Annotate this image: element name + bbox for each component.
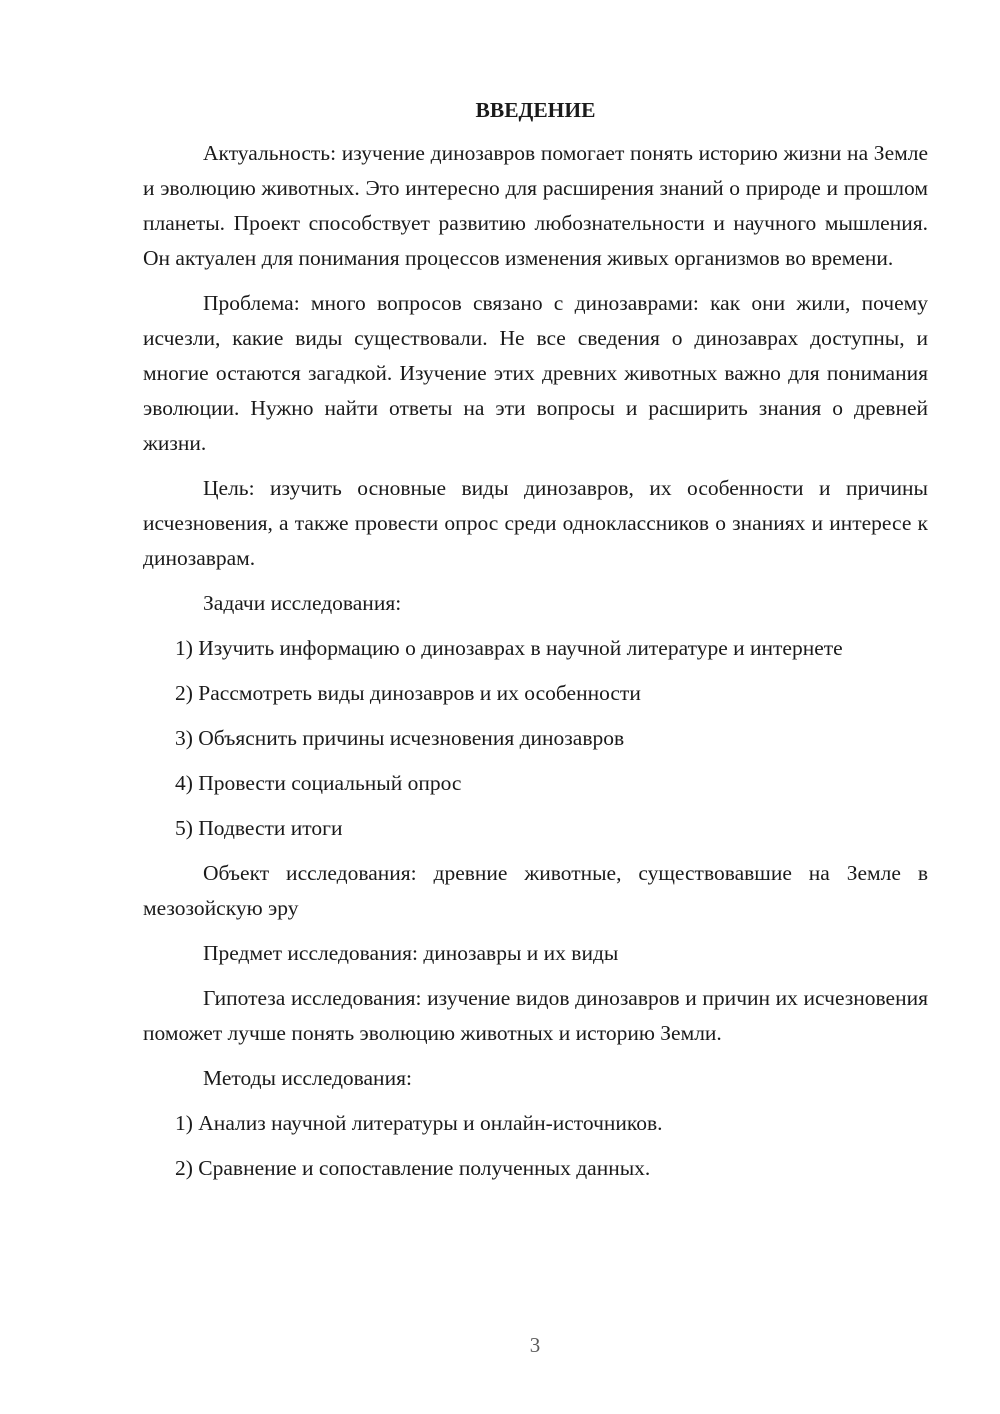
- method-item: 1) Анализ научной литературы и онлайн-источников.: [175, 1111, 663, 1135]
- task-item: 1) Изучить информацию о динозаврах в научной литературе и интернете: [175, 636, 843, 660]
- subject-paragraph: Предмет исследования: динозавры и их виды: [203, 941, 619, 965]
- problem-paragraph: Проблема: много вопросов связано с динозаврами: как они жили, почему исчезли, какие виды существовали. Не все сведения о динозаврах доступны, и многие остаются загадкой. Изучение этих древних животных важно для понимания эволюции. Нужно найти ответы на эти вопросы и расширить знания о древней жизни.: [143, 291, 928, 455]
- task-item: 4) Провести социальный опрос: [175, 771, 462, 795]
- tasks-heading: Задачи исследования:: [203, 591, 402, 615]
- relevance-paragraph: Актуальность: изучение динозавров помогает понять историю жизни на Земле и эволюцию животных. Это интересно для расширения знаний о природе и прошлом планеты. Проект способствует развитию любознательности и научного мышления. Он актуален для понимания процессов изменения живых организмов во времени.: [143, 141, 928, 270]
- method-item: 2) Сравнение и сопоставление полученных данных.: [175, 1156, 651, 1180]
- task-item: 2) Рассмотреть виды динозавров и их особенности: [175, 681, 641, 705]
- document-page: [143, 90, 928, 1196]
- object-paragraph: Объект исследования: древние животные, существовавшие на Земле в мезозойскую эру: [143, 861, 928, 920]
- page-number: 3: [529, 1333, 541, 1357]
- hypothesis-paragraph: Гипотеза исследования: изучение видов динозавров и причин их исчезновения поможет лучше понять эволюцию животных и историю Земли.: [143, 986, 928, 1045]
- section-title: ВВЕДЕНИЕ: [475, 98, 596, 122]
- task-item: 3) Объяснить причины исчезновения динозавров: [175, 726, 625, 750]
- task-item: 5) Подвести итоги: [175, 816, 343, 840]
- goal-paragraph: Цель: изучить основные виды динозавров, их особенности и причины исчезновения, а также провести опрос среди одноклассников о знаниях и интересе к динозаврам.: [143, 476, 928, 570]
- methods-heading: Методы исследования:: [203, 1066, 412, 1090]
